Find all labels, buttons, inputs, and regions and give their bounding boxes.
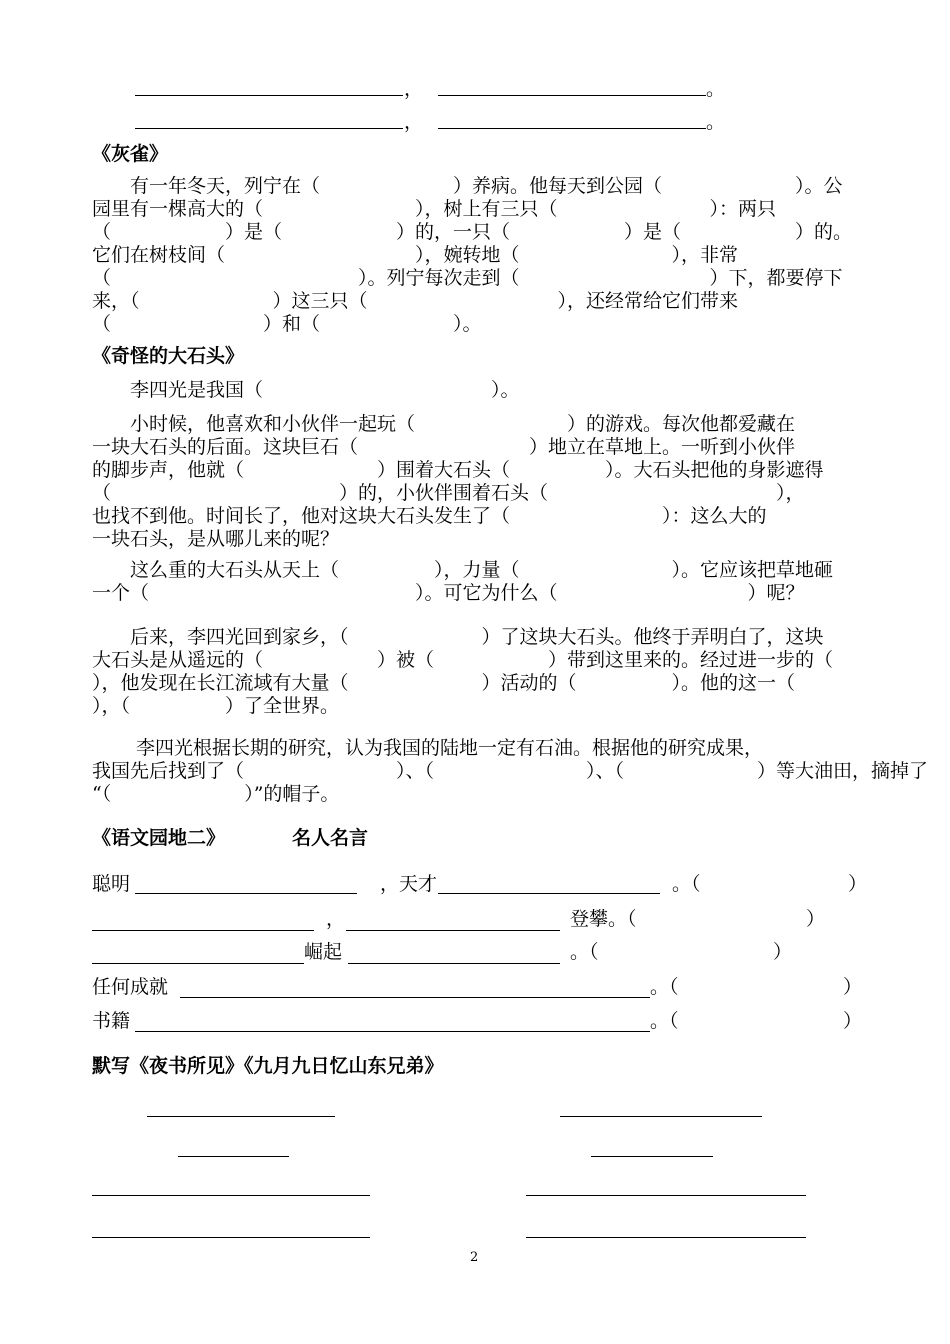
huique-paragraph bbox=[92, 175, 852, 336]
fill-in-line[interactable] bbox=[438, 95, 706, 96]
text-line: （ ）。列宁每次走到（ ）下，都要停下 bbox=[92, 267, 843, 289]
text-line: 一块石头，是从哪儿来的呢？ bbox=[92, 528, 340, 550]
poem-author-line[interactable] bbox=[591, 1156, 713, 1157]
source-close: ） bbox=[843, 976, 863, 998]
text-line: 我国先后找到了（ ）、（ ）、（ ）等大油田，摘掉了 bbox=[92, 760, 929, 782]
quote-prefix: 书籍 bbox=[92, 1010, 131, 1032]
source-close: ） bbox=[848, 873, 868, 895]
stone-paragraph-5 bbox=[92, 737, 928, 806]
section-title-yuwen: 《语文园地二》 bbox=[92, 827, 226, 849]
poem-title-line[interactable] bbox=[147, 1116, 335, 1117]
poem-author-line[interactable] bbox=[178, 1156, 289, 1157]
page-number: 2 bbox=[470, 1250, 479, 1265]
source-open: 。（ bbox=[672, 873, 701, 895]
comma: ， bbox=[404, 111, 424, 133]
text-line: （ ）和（ ）。 bbox=[92, 313, 482, 335]
fill-in-line[interactable] bbox=[135, 128, 403, 129]
quote-middle: ，天才 bbox=[380, 873, 438, 895]
poem-verse-line[interactable] bbox=[526, 1195, 806, 1196]
fill-in-line[interactable] bbox=[135, 95, 403, 96]
text-line: 它们在树枝间（ ），婉转地（ ），非常 bbox=[92, 244, 739, 266]
text-line: ），他发现在长江流域有大量（ ）活动的（ ）。他的这一（ bbox=[92, 672, 796, 694]
fill-in-line[interactable] bbox=[135, 893, 357, 894]
section-title-stone: 《奇怪的大石头》 bbox=[92, 345, 245, 367]
text-line: （ ）是（ ）的，一只（ ）是（ ）的。 bbox=[92, 221, 853, 243]
quote-prefix: 任何成就 bbox=[92, 976, 169, 998]
fill-in-line[interactable] bbox=[135, 1031, 650, 1032]
text-line: 李四光根据长期的研究，认为我国的陆地一定有石油。根据他的研究成果， bbox=[92, 737, 764, 759]
fill-in-line[interactable] bbox=[92, 963, 304, 964]
text-line: 一块大石头的后面。这块巨石（ ）地立在草地上。一听到小伙伴 bbox=[92, 436, 796, 458]
comma: ， bbox=[326, 908, 346, 930]
fill-in-line[interactable] bbox=[180, 997, 650, 998]
quote-middle: 崛起 bbox=[304, 941, 343, 963]
section-subtitle-quotes: 名人名言 bbox=[292, 827, 369, 849]
fill-in-line[interactable] bbox=[346, 930, 560, 931]
source-close: ） bbox=[773, 941, 793, 963]
text-line: 也找不到他。时间长了，他对这块大石头发生了（ ）：这么大的 bbox=[92, 505, 767, 527]
text-line: 来，（ ）这三只（ ），还经常给它们带来 bbox=[92, 290, 739, 312]
source-close: ） bbox=[843, 1010, 863, 1032]
fill-in-line[interactable] bbox=[438, 128, 706, 129]
text-line: 一个（ ）。可它为什么（ ）呢？ bbox=[92, 582, 805, 604]
comma: ， bbox=[404, 78, 424, 100]
fill-in-line[interactable] bbox=[438, 893, 660, 894]
fill-in-line[interactable] bbox=[348, 963, 560, 964]
quote-prefix: 聪明 bbox=[92, 873, 131, 895]
stone-paragraph-3 bbox=[92, 559, 833, 605]
quote-suffix: 登攀。（ bbox=[570, 908, 637, 930]
poem-verse-line[interactable] bbox=[526, 1237, 806, 1238]
text-line: ），（ ）了全世界。 bbox=[92, 695, 340, 717]
text-line: 园里有一棵高大的（ ），树上有三只（ ）：两只 bbox=[92, 198, 777, 220]
text-line: （ ）的，小伙伴围着石头（ ）， bbox=[92, 482, 805, 504]
source-close: ） bbox=[806, 908, 826, 930]
poem-title-line[interactable] bbox=[560, 1116, 762, 1117]
poem-verse-line[interactable] bbox=[92, 1237, 370, 1238]
source-open: 。（ bbox=[570, 941, 599, 963]
text-line: “（ ）”的帽子。 bbox=[92, 783, 340, 805]
text-line: 后来，李四光回到家乡，（ ）了这块大石头。他终于弄明白了，这块 bbox=[92, 626, 824, 648]
stone-paragraph-4 bbox=[92, 626, 833, 718]
stone-paragraph-1: 李四光是我国（ ）。 bbox=[92, 379, 520, 401]
poem-verse-line[interactable] bbox=[92, 1195, 370, 1196]
text-line: 小时候，他喜欢和小伙伴一起玩（ ）的游戏。每次他都爱藏在 bbox=[92, 413, 796, 435]
period: 。 bbox=[706, 78, 726, 100]
period: 。 bbox=[706, 111, 726, 133]
text-line: 大石头是从遥远的（ ）被（ ）带到这里来的。经过进一步的（ bbox=[92, 649, 834, 671]
section-title-huique: 《灰雀》 bbox=[92, 143, 169, 165]
source-open: 。（ bbox=[650, 976, 679, 998]
fill-in-line[interactable] bbox=[92, 930, 314, 931]
section-title-dictation: 默写《夜书所见》《九月九日忆山东兄弟》 bbox=[92, 1055, 444, 1077]
text-line: 的脚步声，他就（ ）围着大石头（ ）。大石头把他的身影遮得 bbox=[92, 459, 824, 481]
text-line: 有一年冬天，列宁在（ ）养病。他每天到公园（ ）。公 bbox=[92, 175, 843, 197]
stone-paragraph-2 bbox=[92, 413, 824, 551]
text-line: 这么重的大石头从天上（ ），力量（ ）。它应该把草地砸 bbox=[92, 559, 834, 581]
source-open: 。（ bbox=[650, 1010, 679, 1032]
